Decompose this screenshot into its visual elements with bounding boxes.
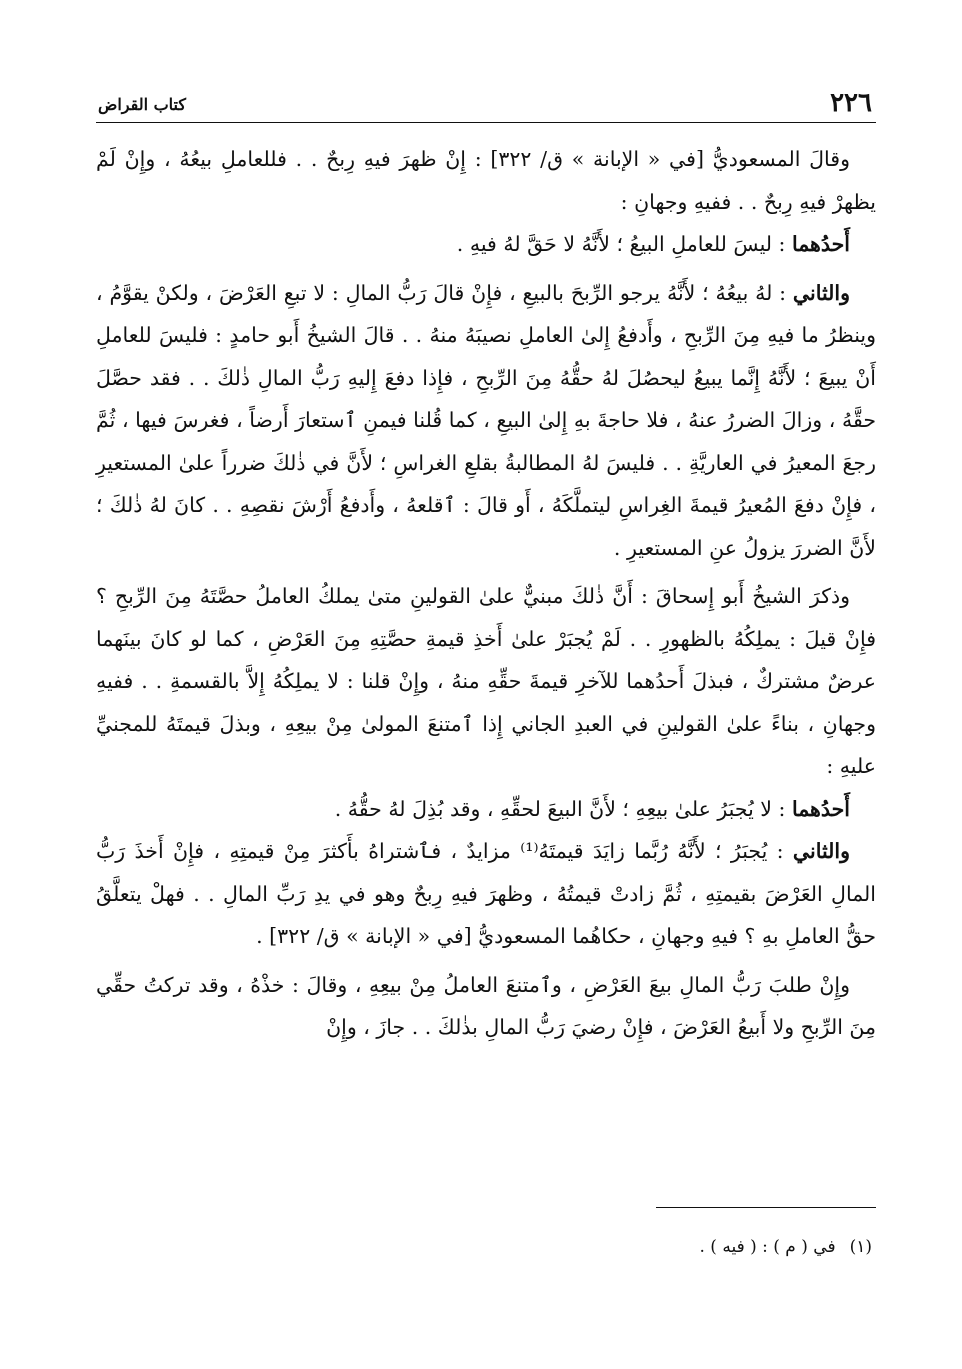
paragraph-lead: والثاني xyxy=(792,280,850,305)
paragraph xyxy=(96,223,876,266)
paragraph xyxy=(96,788,876,831)
paragraph xyxy=(96,575,876,788)
paragraph-text: : لهُ بيعُهُ ؛ لأَنَّهُ يرجو الرِّبحَ بالبيعِ ، فإِنْ قالَ رَبُّ المالِ : لا تبعِ العَرْضَ ، ولكنْ يقوَّمُ ، وينظرُ ما فيهِ مِنَ الرِّبحِ ، وأَدفعُ إِلىٰ العاملِ نصيبَهُ منهُ . . قالَ الشيخُ أَبو حامدٍ : فليسَ للعاملِ أَنْ يبيعَ ؛ لأَنَّهُ إِنَّما يبيعُ ليحصُلَ لهُ حقُّهُ مِنَ الرِّبحِ ، فإِذا دفعَ إِليهِ رَبُّ المالِ ذٰلكَ . . فقد حصَّلَ حقَّهُ ، وزالَ الضررُ عنهُ ، فلا حاجةَ بهِ إِلىٰ البيعِ ، كما قُلنا فيمنِ ٱستعارَ أَرضاً ، فغرسَ فيها ، ثُمَّ رجعَ المعيرُ في العاريَّةِ . . فليسَ لهُ المطالبةُ بقلعِ الغراسِ ؛ لأَنَّ في ذٰلكَ ضرراً علىٰ المستعيرِ ، فإِنْ دفعَ المُعيرُ قيمةَ الغِراسِ ليتملَّكَهُ ، أَو قالَ : ٱقلعهُ ، وأَدفعُ أَرْشَ نقصِهِ . . كانَ لهُ ذٰلكَ ؛ لأَنَّ الضررَ يزولُ عنِ المستعيرِ . xyxy=(96,280,876,560)
body-text xyxy=(96,138,876,1049)
paragraph-text: : لا يُجبَرُ علىٰ بيعِهِ ؛ لأَنَّ البيعَ لحقِّهِ ، وقد بُذِلَ لهُ حقُّهُ . xyxy=(334,796,792,821)
paragraph-text: : يُجبَرُ ؛ لأَنَّهُ رُبَّما زايَدَ قيمتَهُ⁽¹⁾ مزايدٌ ، فٱشتراهُ بأَكثرَ مِنْ قيمتِهِ ، فإِنْ أَخذَ رَبُّ المالِ العَرْضَ بقيمتِهِ ، ثُمَّ زادتْ قيمتُهُ ، وظهرَ فيهِ رِبحٌ وهو في يدِ رَبِّ المالِ . . فهلْ يتعلَّقُ حقُّ العاملِ بهِ ؟ فيهِ وجهانِ ، حكاهُما المسعوديُّ [في « الإبانة » ق/ ٣٢٢] . xyxy=(96,839,876,948)
paragraph-lead: والثاني xyxy=(792,839,850,863)
paragraph-text: وقالَ المسعوديُّ [في « الإبانة » ق/ ٣٢٢] : إِنْ ظهرَ فيهِ رِبحٌ . . فللعاملِ بيعُهُ ، وإِنْ لَمْ يظهرْ فيهِ رِبحٌ . . ففيهِ وجهانِ : xyxy=(96,147,876,214)
paragraph-lead: أَحدُهما xyxy=(791,232,850,256)
paragraph-text: : ليسَ للعاملِ البيعُ ؛ لأَنَّهُ لا حَقَّ لهُ فيهِ . xyxy=(456,232,792,256)
paragraph-text: وإِنْ طلبَ رَبُّ المالِ بيعَ العَرْضِ ، وٱمتنعَ العاملُ مِنْ بيعِهِ ، وقالَ : خذْهُ ، وقد تركتُ حقِّي مِنَ الرِّبحِ ولا أَبيعُ العَرْضَ ، فإِنْ رضيَ رَبُّ المالِ بذٰلكَ . . جازَ ، وإِنْ xyxy=(96,972,876,1039)
page-header xyxy=(96,78,876,123)
paragraph xyxy=(96,272,876,570)
paragraph xyxy=(96,138,876,223)
footnote xyxy=(96,1232,872,1262)
footnote-text: في ( م ) : ( فيه ) . xyxy=(699,1237,836,1257)
footnote-divider xyxy=(656,1207,876,1208)
paragraph xyxy=(96,964,876,1049)
paragraph-lead: أَحدُهما xyxy=(791,796,850,821)
paragraph-text: وذكرَ الشيخُ أَبو إِسحاقَ : أَنَّ ذٰلكَ مبنيٌّ علىٰ القولينِ متىٰ يملكُ العاملُ حصَّتَهُ مِنَ الرِّبحِ ؟ فإِنْ قيلَ : يملِكُهُ بالظهورِ . . لَمْ يُجبَرْ علىٰ أَخذِ قيمةِ حصَّتِهِ مِنَ العَرْضِ ، كما لو كانَ بينَهما عرضٌ مشتركٌ ، فبذلَ أَحدُهما للآخرِ قيمةَ حقِّهِ منهُ ، وإِنْ قلنا : لا يملِكُهُ إِلاَّ بالقسمةِ . . ففيهِ وجهانِ ، بناءً علىٰ القولينِ في العبدِ الجاني إِذا ٱمتنعَ المولىٰ مِنْ بيعِهِ ، وبذلَ قيمتَهُ للمجنيِّ عليهِ : xyxy=(96,584,876,778)
page-number: ٢٢٦ xyxy=(830,88,872,118)
footnote-number: (١) xyxy=(849,1237,872,1257)
paragraph xyxy=(96,830,876,958)
running-title: كتاب القراض xyxy=(98,95,186,114)
